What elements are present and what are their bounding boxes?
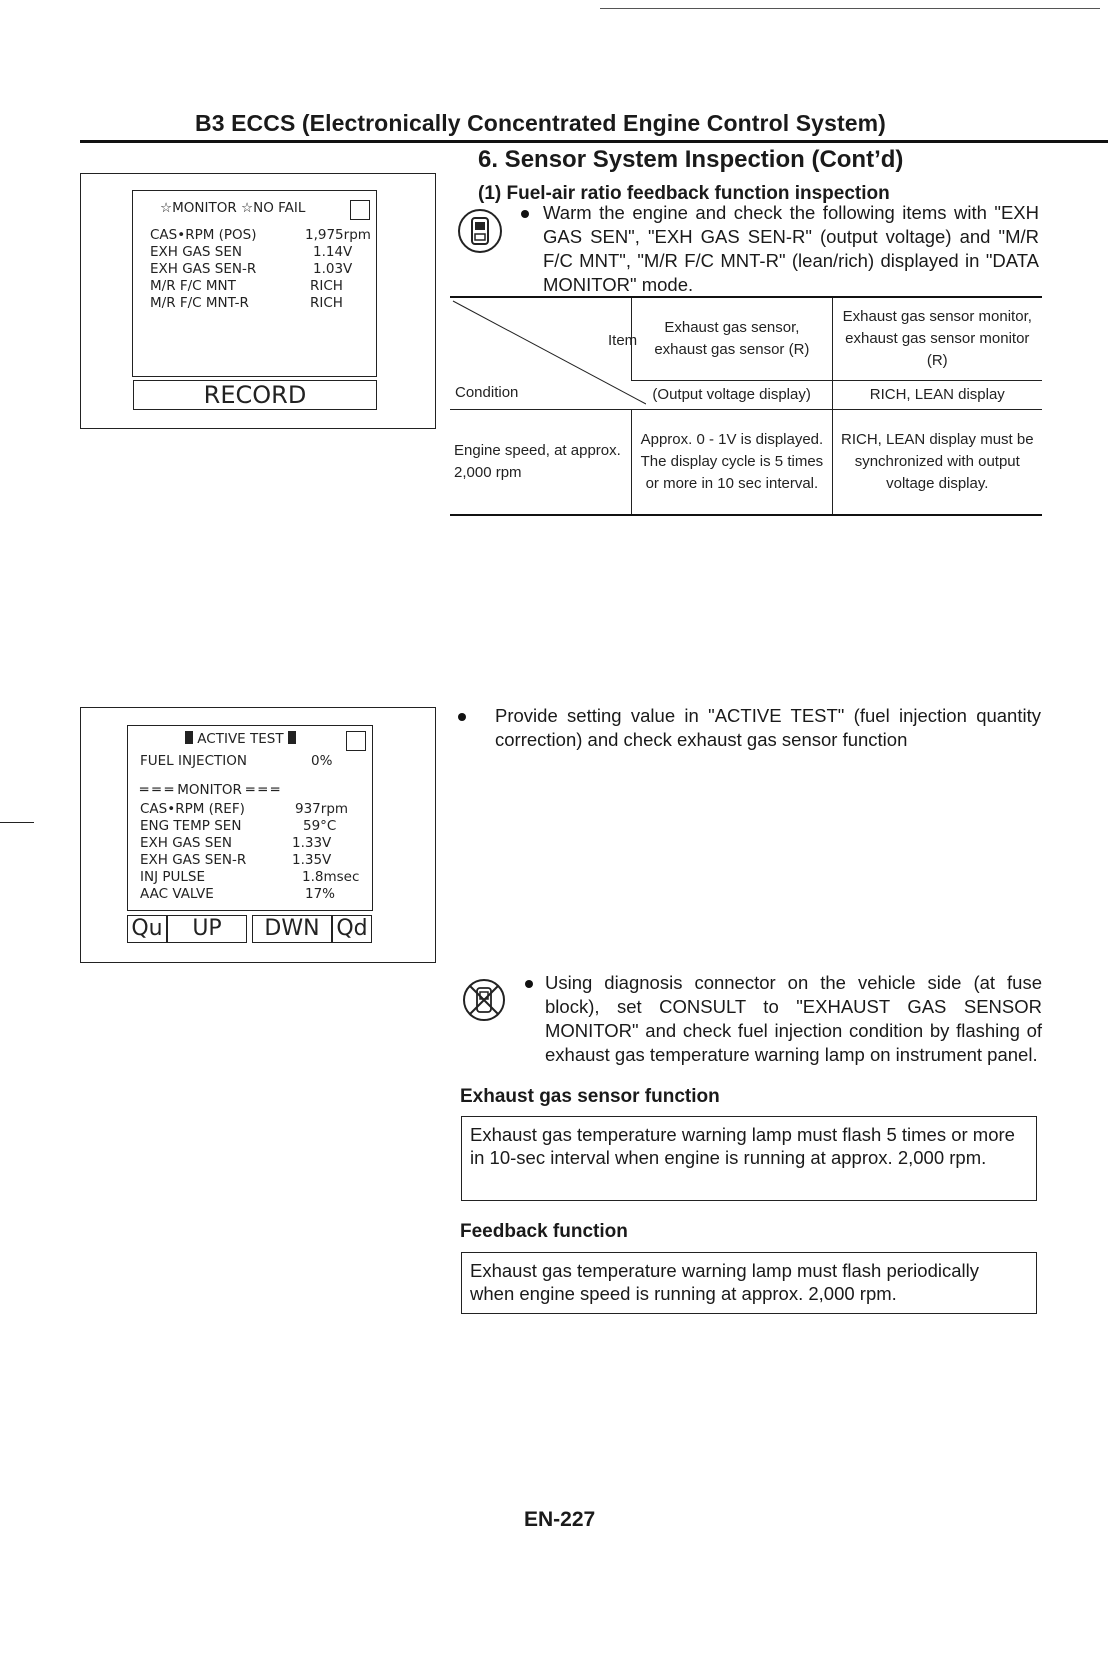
monitor-screen-title: ☆MONITOR ☆NO FAIL [160, 200, 306, 216]
exhaust-function-heading: Exhaust gas sensor function [460, 1086, 720, 1107]
row-condition: Engine speed, at approx. 2,000 rpm [450, 410, 632, 516]
row-rich-lean: RICH, LEAN display must be synchronized with output voltage display. [832, 410, 1042, 516]
spec-table [450, 296, 1042, 516]
down-button[interactable]: DWN [252, 915, 332, 943]
active-test-screen: ACTIVE TEST FUEL INJECTION 0% ═ ═ ═ MONITOR ═ ═ ═ CAS•RPM (REF) 937rpm ENG TEMP SEN 59°C EXH GAS SEN 1.33V EXH GAS SEN-R 1.35V INJ PULSE 1.8msec AAC VALVE 17% [127, 725, 373, 911]
active-test-figure [80, 707, 436, 963]
instruction-warm-engine: Warm the engine and check the following items with "EXH GAS SEN", "EXH GAS SEN-R" (output voltage) and "M/R F/C MNT", "M/R F/C MNT-R" (lean/rich) displayed in "DATA MONITOR" mode. [543, 202, 1039, 295]
exhaust-function-box: Exhaust gas temperature warning lamp must flash 5 times or more in 10-sec interval when engine is running at approx. 2,000 rpm. [461, 1116, 1037, 1201]
monitor-screen: ☆MONITOR ☆NO FAIL CAS•RPM (POS) 1,975rpm EXH GAS SEN 1.14V EXH GAS SEN-R 1.03V M/R F/C MNT RICH M/R F/C MNT-R RICH [132, 190, 377, 377]
instruction-active-test: Provide setting value in "ACTIVE TEST" (fuel injection quantity correction) and check exhaust gas sensor function [495, 705, 1041, 750]
instruction-diagnosis-connector: Using diagnosis connector on the vehicle side (at fuse block), set CONSULT to "EXHAUST GAS SENSOR MONITOR" and check fuel injection condition by flashing of exhaust gas temperature warning lamp on instrument panel. [545, 972, 1042, 1065]
marker-icon [288, 731, 296, 744]
tester-icon [450, 206, 510, 256]
col1-header: Exhaust gas sensor, exhaust gas sensor (R) [632, 298, 832, 381]
bullet-icon [458, 713, 466, 721]
monitor-divider: ═ ═ ═ MONITOR ═ ═ ═ [140, 782, 280, 798]
monitor-figure [80, 173, 436, 429]
no-tester-icon [456, 975, 512, 1025]
marker-icon [185, 731, 193, 744]
col2-subheader: RICH, LEAN display [832, 381, 1042, 410]
header-rule [80, 140, 1108, 143]
subsection-title: (1) Fuel-air ratio feedback function inspection [478, 183, 890, 204]
col1-subheader: (Output voltage display) [632, 381, 832, 410]
checkbox-icon [346, 731, 366, 751]
diagonal-header-cell [450, 298, 638, 410]
checkbox-icon [350, 200, 370, 220]
page-header: B3 ECCS (Electronically Concentrated Engine Control System) [195, 110, 886, 136]
top-rule [600, 8, 1100, 9]
row-output-voltage: Approx. 0 - 1V is displayed. The display cycle is 5 times or more in 10 sec interval. [632, 410, 832, 516]
record-button[interactable]: RECORD [133, 380, 377, 410]
active-test-title: ACTIVE TEST [185, 731, 296, 747]
feedback-function-box: Exhaust gas temperature warning lamp must flash periodically when engine speed is running at approx. 2,000 rpm. [461, 1252, 1037, 1314]
condition-label: Condition [455, 384, 519, 401]
item-label: Item [608, 332, 638, 349]
qd-button[interactable]: Qd [332, 915, 372, 943]
margin-mark [0, 822, 34, 823]
page-number: EN-227 [524, 1508, 596, 1531]
active-test-button-row [127, 915, 372, 943]
col2-header: Exhaust gas sensor monitor, exhaust gas sensor monitor (R) [832, 298, 1042, 381]
qu-button[interactable]: Qu [127, 915, 167, 943]
section-title: 6. Sensor System Inspection (Cont’d) [478, 146, 904, 173]
feedback-function-heading: Feedback function [460, 1221, 628, 1242]
up-button[interactable]: UP [167, 915, 247, 943]
bullet-icon [525, 980, 533, 988]
bullet-icon [521, 210, 529, 218]
